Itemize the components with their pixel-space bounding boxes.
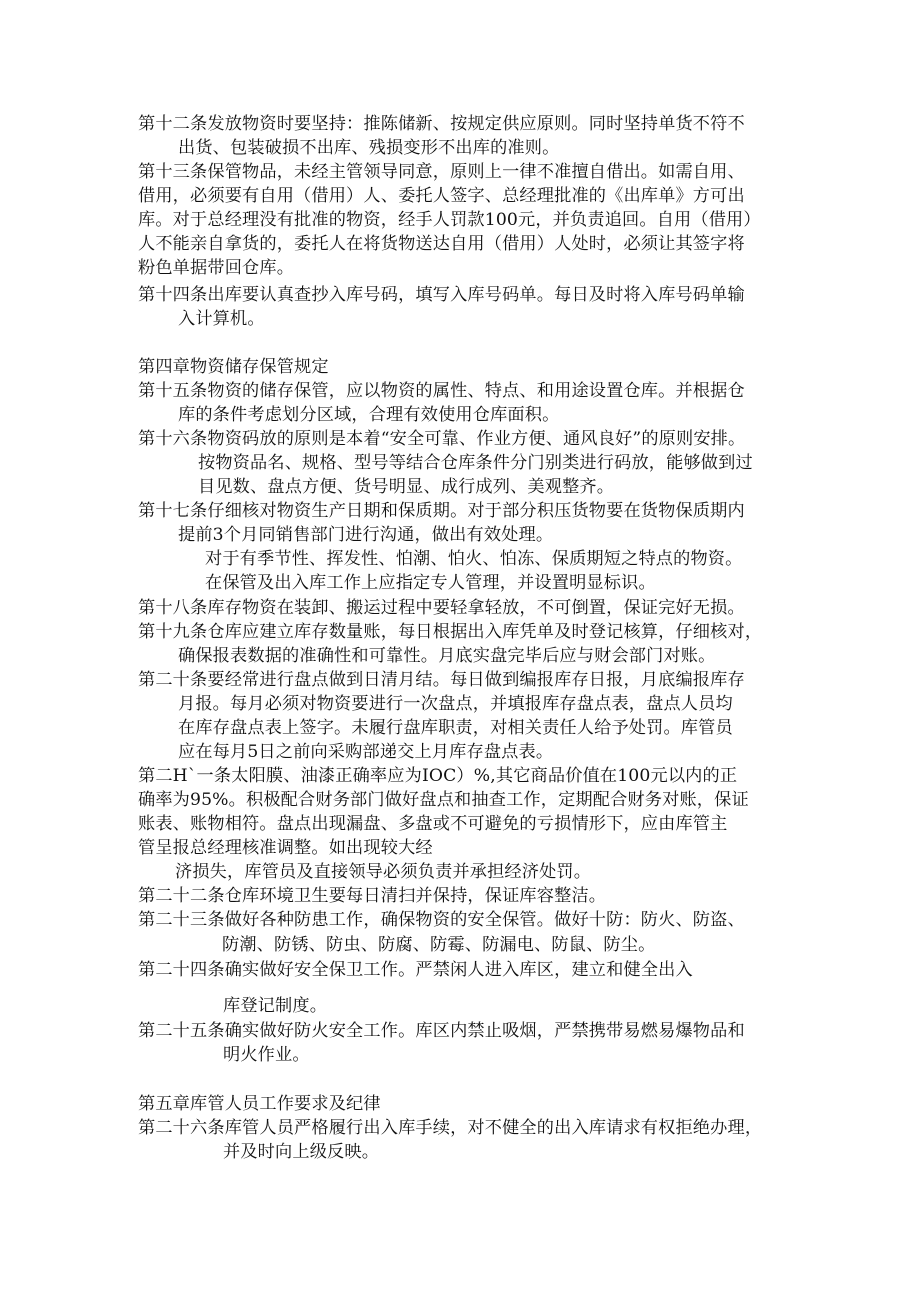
article-20-line-2: 月报。每月必须对物资要进行一次盘点，并填报库存盘点表，盘点人员均 bbox=[178, 694, 733, 714]
article-14-line-1: 第十四条出库要认真查抄入库号码，填写入库号码单。每日及时将入库号码单输 bbox=[138, 285, 745, 305]
article-21-line-1: 第二H`一条太阳膜、油漆正确率应为IOC）%,其它商品价值在100元以内的正 bbox=[138, 766, 738, 786]
article-15-line-1: 第十五条物资的储存保管，应以物资的属性、特点、和用途设置仓库。并根据仓 bbox=[138, 381, 745, 401]
article-13-line-2: 借用，必须要有自用（借用）人、委托人签字、总经理批准的《出库单》方可出 bbox=[138, 186, 745, 206]
article-18-line-1: 第十八条库存物资在装卸、搬运过程中要轻拿轻放，不可倒置，保证完好无损。 bbox=[138, 598, 745, 618]
article-13-line-3: 库。对于总经理没有批准的物资，经手人罚款100元，并负责追回。自用（借用） bbox=[138, 210, 761, 230]
chapter-5-heading: 第五章库管人员工作要求及纪律 bbox=[138, 1094, 381, 1114]
article-13-line-1: 第十三条保管物品，未经主管领导同意，原则上一律不准擅自借出。如需自用、 bbox=[138, 162, 745, 182]
article-16-line-3: 目见数、盘点方便、货号明显、成行成列、美观整齐。 bbox=[198, 477, 615, 497]
article-26-line-2: 并及时向上级反映。 bbox=[223, 1142, 380, 1162]
article-12-line-2: 出货、包装破损不出库、残损变形不出库的准则。 bbox=[178, 138, 560, 158]
article-20-line-4: 应在每月5日之前向采购部递交上月库存盘点表。 bbox=[178, 742, 554, 762]
article-19-line-2: 确保报表数据的准确性和可靠性。月底实盘完毕后应与财会部门对账。 bbox=[178, 646, 716, 666]
article-17-line-2: 提前3个月同销售部门进行沟通，做出有效处理。 bbox=[178, 525, 554, 545]
article-21-line-4: 管呈报总经理核准调整。如出现较大经 bbox=[138, 838, 433, 858]
article-24-line-1: 第二十四条确实做好安全保卫工作。严禁闲人进入库区，建立和健全出入 bbox=[138, 960, 693, 980]
article-26-line-1: 第二十六条库管人员严格履行出入库手续，对不健全的出入库请求有权拒绝办理， bbox=[138, 1118, 763, 1138]
article-13-line-5: 粉色单据带回仓库。 bbox=[138, 258, 295, 278]
article-21-line-2: 确率为95%。积极配合财务部门做好盘点和抽查工作，定期配合财务对账，保证 bbox=[138, 790, 749, 810]
article-25-line-1: 第二十五条确实做好防火安全工作。库区内禁止吸烟，严禁携带易燃易爆物品和 bbox=[138, 1021, 745, 1041]
article-23-line-2: 防潮、防锈、防虫、防腐、防霉、防漏电、防鼠、防尘。 bbox=[222, 935, 656, 955]
article-20-line-1: 第二十条要经常进行盘点做到日清月结。每日做到编报库存日报，月底编报库存 bbox=[138, 670, 745, 690]
article-14-line-2: 入计算机。 bbox=[178, 309, 265, 329]
article-21-line-5: 济损失，库管员及直接领导必须负责并承担经济处罚。 bbox=[175, 862, 592, 882]
article-17-line-1: 第十七条仔细核对物资生产日期和保质期。对于部分积压货物要在货物保质期内 bbox=[138, 501, 745, 521]
article-21-line-3: 账表、账物相符。盘点出现漏盘、多盘或不可避免的亏损情形下，应由库管主 bbox=[138, 814, 728, 834]
article-22-line-1: 第二十二条仓库环境卫生要每日清扫并保持，保证库容整洁。 bbox=[138, 886, 607, 906]
article-20-line-3: 在库存盘点表上签字。未履行盘库职责，对相关责任人给予处罚。库管员 bbox=[178, 718, 733, 738]
article-13-line-4: 人不能亲自拿货的，委托人在将货物送达自用（借用）人处时，必须让其签字将 bbox=[138, 234, 745, 254]
article-19-line-1: 第十九条仓库应建立库存数量账，每日根据出入库凭单及时登记核算，仔细核对， bbox=[138, 622, 763, 642]
article-12-line-1: 第十二条发放物资时要坚持：推陈储新、按规定供应原则。同时坚持单货不符不 bbox=[138, 114, 745, 134]
article-25-line-2: 明火作业。 bbox=[223, 1045, 310, 1065]
article-16-line-1: 第十六条物资码放的原则是本着“安全可靠、作业方便、通风良好”的原则安排。 bbox=[138, 429, 746, 449]
article-17-line-4: 在保管及出入库工作上应指定专人管理，并设置明显标识。 bbox=[205, 573, 656, 593]
article-23-line-1: 第二十三条做好各种防患工作，确保物资的安全保管。做好十防：防火、防盗、 bbox=[138, 910, 745, 930]
article-24-line-2: 库登记制度。 bbox=[223, 996, 328, 1016]
chapter-4-heading: 第四章物资储存保管规定 bbox=[138, 357, 329, 377]
article-16-line-2: 按物资品名、规格、型号等结合仓库条件分门别类进行码放，能够做到过 bbox=[198, 453, 753, 473]
article-15-line-2: 库的条件考虑划分区域，合理有效使用仓库面积。 bbox=[178, 405, 560, 425]
article-17-line-3: 对于有季节性、挥发性、怕潮、怕火、怕冻、保质期短之特点的物资。 bbox=[205, 549, 743, 569]
